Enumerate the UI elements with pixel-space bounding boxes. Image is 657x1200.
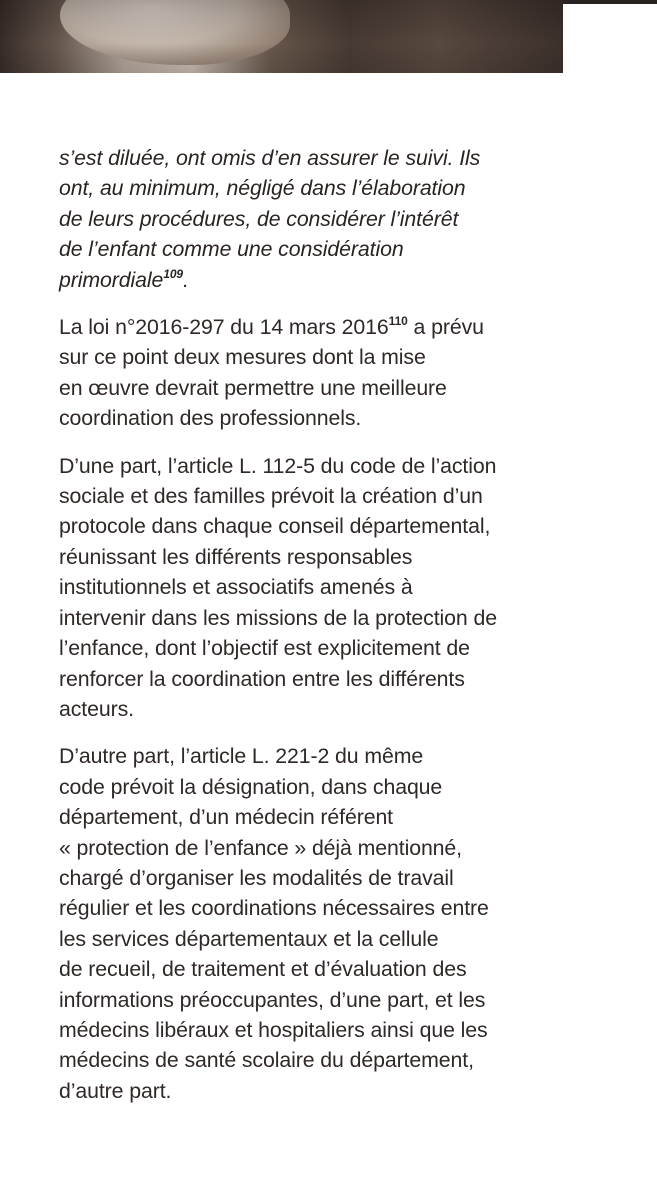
line: intervenir dans les missions de la protection de xyxy=(59,605,497,630)
paragraph-law xyxy=(59,312,569,434)
line: régulier et les coordinations nécessaires entre xyxy=(59,896,489,921)
line: informations préoccupantes, d’une part, et les xyxy=(59,987,486,1012)
footnote-ref-109[interactable]: 109 xyxy=(163,266,183,281)
line: de recueil, de traitement et d’évaluation des xyxy=(59,957,467,982)
line: acteurs. xyxy=(59,696,134,721)
paragraph-second-measure xyxy=(59,741,569,1106)
line: renforcer la coordination entre les différents xyxy=(59,666,465,691)
line: « protection de l’enfance » déjà mentionné, xyxy=(59,835,462,860)
header-photo xyxy=(0,0,563,73)
document-text xyxy=(59,143,569,1123)
line: les services départementaux et la cellule xyxy=(59,926,439,951)
line: s’est diluée, ont omis d’en assurer le suivi. Ils xyxy=(59,146,481,170)
line: protocole dans chaque conseil départemental, xyxy=(59,514,491,539)
line: D’une part, l’article L. 112-5 du code de l’action xyxy=(59,453,497,478)
line: primordiale xyxy=(59,267,164,292)
line: l’enfance, dont l’objectif est explicitement de xyxy=(59,636,470,661)
line: département, d’un médecin référent xyxy=(59,805,394,830)
line-end: . xyxy=(182,267,189,292)
line: La loi n°2016-297 du 14 mars 2016 xyxy=(59,315,389,340)
line: réunissant les différents responsables xyxy=(59,544,413,569)
line: de l’enfant comme une considération xyxy=(59,237,404,262)
line: en œuvre devrait permettre une meilleure xyxy=(59,375,447,400)
line: médecins de santé scolaire du département, xyxy=(59,1048,474,1073)
line: de leurs procédures, de considérer l’intérêt xyxy=(59,206,459,231)
line: médecins libéraux et hospitaliers ainsi que les xyxy=(59,1017,488,1042)
paragraph-first-measure xyxy=(59,451,569,725)
footnote-ref-110[interactable]: 110 xyxy=(388,314,408,329)
line: ont, au minimum, négligé dans l’élaboration xyxy=(59,176,466,201)
line: D’autre part, l’article L. 221-2 du même xyxy=(59,744,424,769)
line: sociale et des familles prévoit la création d’un xyxy=(59,484,483,509)
line: code prévoit la désignation, dans chaque xyxy=(59,774,443,799)
photo-shade xyxy=(0,0,563,73)
line: coordination des professionnels. xyxy=(59,406,362,431)
line: institutionnels et associatifs amenés à xyxy=(59,575,413,600)
line: sur ce point deux mesures dont la mise xyxy=(59,345,426,370)
line: d’autre part. xyxy=(59,1078,172,1103)
line: chargé d’organiser les modalités de travail xyxy=(59,865,454,890)
line-end: a prévu xyxy=(407,315,484,340)
quoted-paragraph xyxy=(59,143,569,295)
